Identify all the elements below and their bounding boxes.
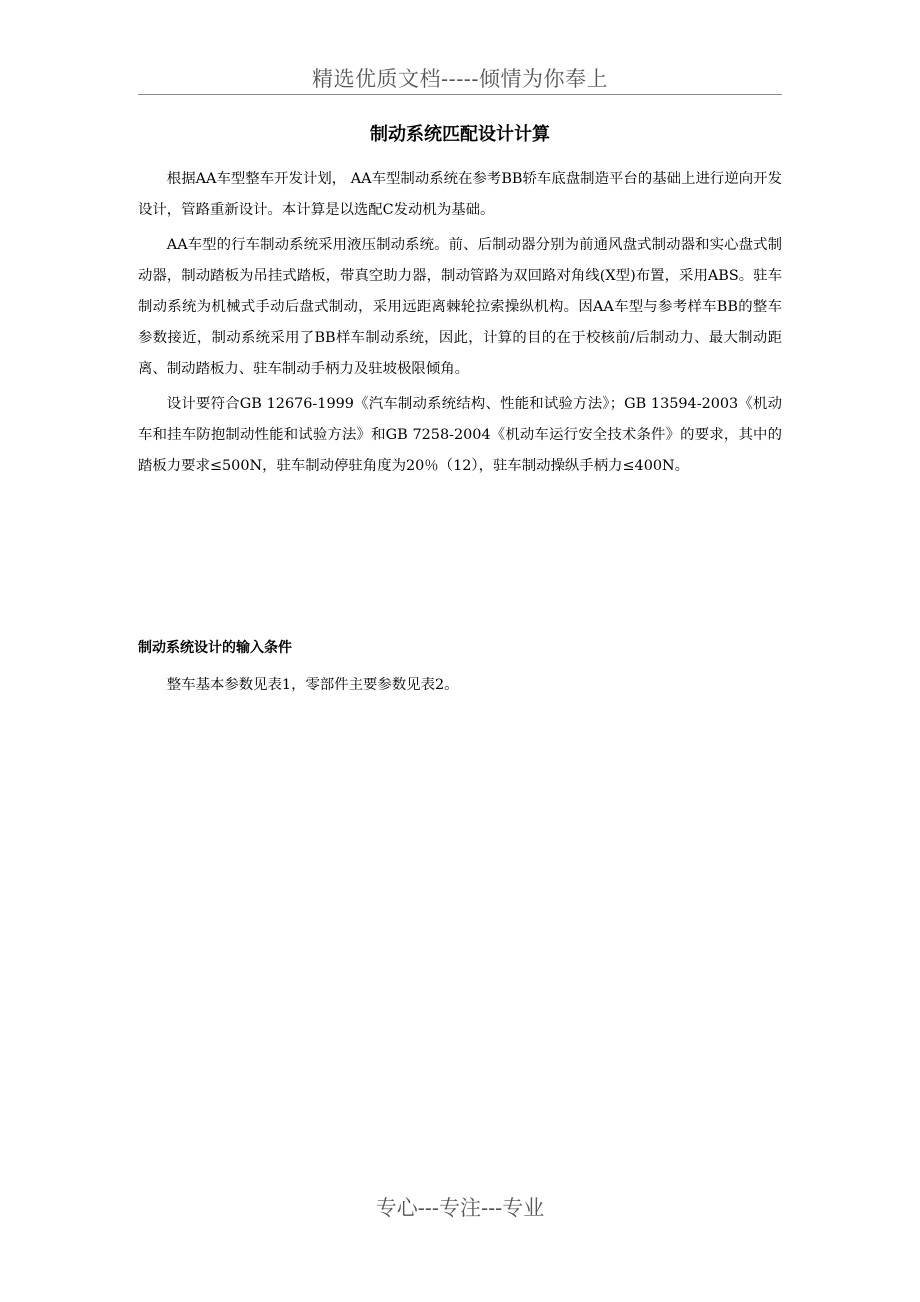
paragraph-intro: 根据AA车型整车开发计划， AA车型制动系统在参考BB轿车底盘制造平台的基础上进行逆向开发设计，管路重新设计。本计算是以选配C发动机为基础。: [138, 171, 782, 218]
page-footer: 专心---专注---专业: [375, 1196, 545, 1220]
document-title: 制动系统匹配设计计算: [370, 124, 550, 145]
page-header: 精选优质文档-----倾情为你奉上: [312, 67, 608, 91]
section-heading: 制动系统设计的输入条件: [138, 640, 292, 656]
section-text: 整车基本参数见表1，零部件主要参数见表2。: [166, 677, 459, 693]
paragraph-system-description: AA车型的行车制动系统采用液压制动系统。前、后制动器分别为前通风盘式制动器和实心盘式制动器，制动踏板为吊挂式踏板，带真空助力器，制动管路为双回路对角线(X型)布置，采用ABS。驻车制动系统为机械式手动后盘式制动，采用远距离棘轮拉索操纵机构。因AA车型与参考样车BB的整车参数接近，制动系统采用了BB样车制动系统，因此，计算的目的在于校核前/后制动力、最大制动距离、制动踏板力、驻车制动手柄力及驻坡极限倾角。: [138, 237, 782, 377]
header-divider: [138, 94, 782, 95]
document-body: [138, 164, 782, 486]
paragraph-standards: 设计要符合GB 12676-1999《汽车制动系统结构、性能和试验方法》；GB 13594-2003《机动车和挂车防抱制动性能和试验方法》和GB 7258-2004《机动车运行安全技术条件》的要求，其中的踏板力要求≤500N，驻车制动停驻角度为20％（12），驻车制动操纵手柄力≤400N。: [138, 396, 782, 474]
